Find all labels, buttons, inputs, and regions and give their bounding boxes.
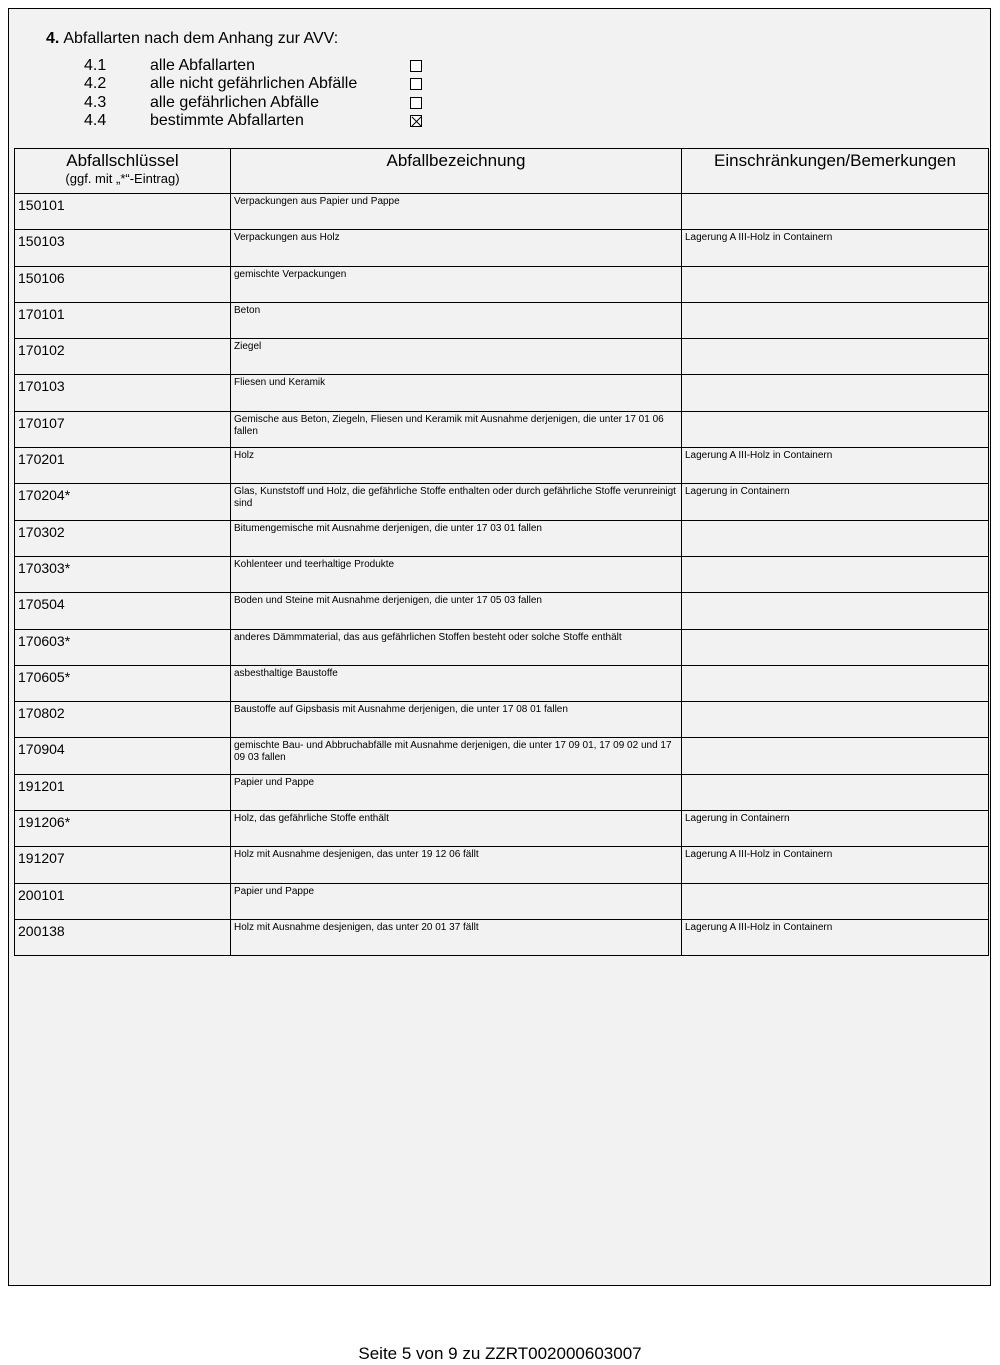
waste-description-cell: Bitumengemische mit Ausnahme derjenigen, die unter 17 03 01 fallen: [231, 520, 682, 556]
waste-description-cell: Glas, Kunststoff und Holz, die gefährliche Stoffe enthalten oder durch gefährliche Stoffe verunreinigt sind: [231, 484, 682, 520]
table-row: [15, 774, 989, 810]
table-row: [15, 702, 989, 738]
waste-description-cell: Baustoffe auf Gipsbasis mit Ausnahme derjenigen, die unter 17 08 01 fallen: [231, 702, 682, 738]
waste-description-cell: anderes Dämmmaterial, das aus gefährlichen Stoffen besteht oder solche Stoffe enthält: [231, 629, 682, 665]
table-row: [15, 411, 989, 447]
table-row: [15, 448, 989, 484]
table-row: [15, 194, 989, 230]
waste-type-options: [84, 57, 422, 130]
remarks-cell: [682, 665, 989, 701]
waste-code-cell: 170204*: [15, 484, 231, 520]
option-number: 4.4: [84, 112, 107, 130]
waste-description-cell: gemischte Verpackungen: [231, 266, 682, 302]
waste-code-cell: 170103: [15, 375, 231, 411]
header-waste-code: [15, 149, 231, 194]
table-row: [15, 556, 989, 592]
table-row: [15, 811, 989, 847]
waste-description-cell: Verpackungen aus Papier und Pappe: [231, 194, 682, 230]
table-row: [15, 520, 989, 556]
remarks-cell: [682, 411, 989, 447]
waste-code-cell: 200138: [15, 919, 231, 955]
header-waste-code-label: Abfallschlüssel: [66, 151, 179, 170]
checked-checkbox[interactable]: [410, 115, 422, 127]
waste-table: [14, 148, 989, 956]
waste-description-cell: Holz mit Ausnahme desjenigen, das unter 20 01 37 fällt: [231, 919, 682, 955]
header-remarks: Einschränkungen/Bemerkungen: [682, 149, 989, 194]
waste-description-cell: Gemische aus Beton, Ziegeln, Fliesen und Keramik mit Ausnahme derjenigen, die unter 17 01 06 fallen: [231, 411, 682, 447]
waste-code-cell: 150101: [15, 194, 231, 230]
option-label: alle gefährlichen Abfälle: [150, 93, 320, 111]
option-row: [84, 94, 422, 112]
remarks-cell: Lagerung A III-Holz in Containern: [682, 847, 989, 883]
page-footer: Seite 5 von 9 zu ZZRT002000603007: [358, 1344, 642, 1363]
waste-code-cell: 191206*: [15, 811, 231, 847]
waste-code-cell: 170605*: [15, 665, 231, 701]
table-row: [15, 629, 989, 665]
waste-description-cell: Holz mit Ausnahme desjenigen, das unter 19 12 06 fällt: [231, 847, 682, 883]
table-row: [15, 738, 989, 774]
table-row: [15, 375, 989, 411]
waste-code-cell: 200101: [15, 883, 231, 919]
remarks-cell: [682, 339, 989, 375]
waste-code-cell: 150106: [15, 266, 231, 302]
table-row: [15, 339, 989, 375]
waste-description-cell: Holz: [231, 448, 682, 484]
option-label: bestimmte Abfallarten: [150, 112, 304, 130]
remarks-cell: [682, 774, 989, 810]
table-row: [15, 266, 989, 302]
waste-description-cell: gemischte Bau- und Abbruchabfälle mit Ausnahme derjenigen, die unter 17 09 01, 17 09 02 und 17 09 03 fallen: [231, 738, 682, 774]
option-number: 4.3: [84, 93, 107, 111]
remarks-cell: [682, 520, 989, 556]
remarks-cell: Lagerung A III-Holz in Containern: [682, 919, 989, 955]
table-row: [15, 883, 989, 919]
waste-code-cell: 150103: [15, 230, 231, 266]
remarks-cell: [682, 883, 989, 919]
waste-description-cell: Boden und Steine mit Ausnahme derjenigen, die unter 17 05 03 fallen: [231, 593, 682, 629]
waste-description-cell: Ziegel: [231, 339, 682, 375]
section-heading: [46, 30, 338, 48]
checkbox[interactable]: [410, 60, 422, 72]
option-row: [84, 57, 422, 75]
table-row: [15, 302, 989, 338]
option-row: [84, 112, 422, 130]
waste-description-cell: Beton: [231, 302, 682, 338]
remarks-cell: [682, 593, 989, 629]
option-number: 4.2: [84, 75, 107, 93]
remarks-cell: [682, 375, 989, 411]
waste-code-cell: 170504: [15, 593, 231, 629]
remarks-cell: Lagerung A III-Holz in Containern: [682, 230, 989, 266]
table-row: [15, 665, 989, 701]
table-row: [15, 484, 989, 520]
table-row: [15, 230, 989, 266]
waste-code-cell: 191207: [15, 847, 231, 883]
waste-description-cell: Holz, das gefährliche Stoffe enthält: [231, 811, 682, 847]
waste-code-cell: 170201: [15, 448, 231, 484]
table-row: [15, 593, 989, 629]
header-waste-description: Abfallbezeichnung: [231, 149, 682, 194]
remarks-cell: [682, 302, 989, 338]
waste-code-cell: 170302: [15, 520, 231, 556]
waste-code-cell: 170102: [15, 339, 231, 375]
table-row: [15, 847, 989, 883]
remarks-cell: [682, 194, 989, 230]
table-row: [15, 919, 989, 955]
waste-code-cell: 170904: [15, 738, 231, 774]
waste-code-cell: 170802: [15, 702, 231, 738]
remarks-cell: [682, 629, 989, 665]
header-waste-code-sub: (ggf. mit „*“-Eintrag): [65, 171, 180, 186]
waste-code-cell: 170107: [15, 411, 231, 447]
waste-description-cell: asbesthaltige Baustoffe: [231, 665, 682, 701]
section-number: 4.: [46, 30, 60, 47]
section-title: Abfallarten nach dem Anhang zur AVV:: [63, 30, 339, 47]
table-header-row: [15, 149, 989, 194]
option-row: [84, 75, 422, 93]
option-number: 4.1: [84, 57, 107, 75]
remarks-cell: Lagerung in Containern: [682, 811, 989, 847]
waste-description-cell: Fliesen und Keramik: [231, 375, 682, 411]
remarks-cell: [682, 556, 989, 592]
remarks-cell: Lagerung in Containern: [682, 484, 989, 520]
remarks-cell: Lagerung A III-Holz in Containern: [682, 448, 989, 484]
checkbox[interactable]: [410, 78, 422, 90]
waste-code-cell: 191201: [15, 774, 231, 810]
waste-code-cell: 170101: [15, 302, 231, 338]
waste-code-cell: 170603*: [15, 629, 231, 665]
option-label: alle Abfallarten: [150, 57, 255, 75]
waste-description-cell: Papier und Pappe: [231, 774, 682, 810]
remarks-cell: [682, 266, 989, 302]
remarks-cell: [682, 738, 989, 774]
remarks-cell: [682, 702, 989, 738]
checkbox[interactable]: [410, 97, 422, 109]
option-label: alle nicht gefährlichen Abfälle: [150, 75, 358, 93]
waste-code-cell: 170303*: [15, 556, 231, 592]
waste-description-cell: Verpackungen aus Holz: [231, 230, 682, 266]
waste-description-cell: Papier und Pappe: [231, 883, 682, 919]
waste-description-cell: Kohlenteer und teerhaltige Produkte: [231, 556, 682, 592]
